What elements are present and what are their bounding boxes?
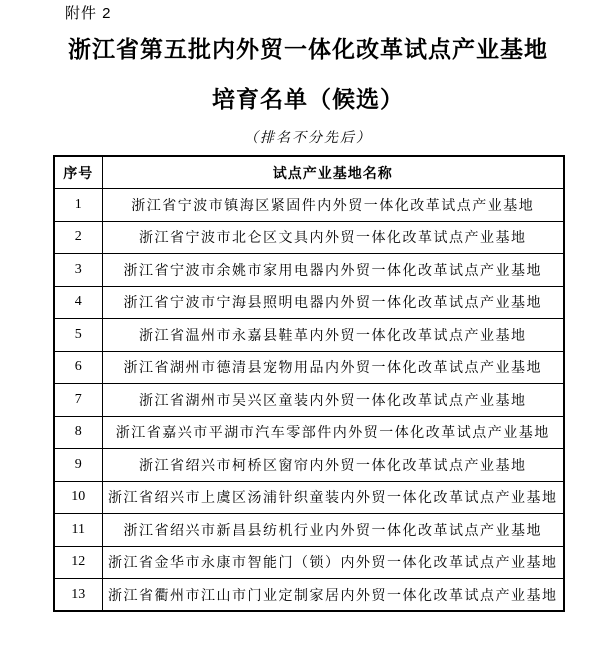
base-name-cell: 浙江省宁波市余姚市家用电器内外贸一体化改革试点产业基地 xyxy=(102,254,564,287)
table-row xyxy=(54,416,564,449)
row-number-cell: 9 xyxy=(54,449,102,482)
document-title-line2: 培育名单（候选） xyxy=(212,87,404,112)
table-row xyxy=(54,286,564,319)
row-number-cell: 4 xyxy=(54,286,102,319)
table-row xyxy=(54,254,564,287)
table-row xyxy=(54,319,564,352)
column-header-base-name: 试点产业基地名称 xyxy=(102,156,564,189)
base-name-cell: 浙江省湖州市吴兴区童装内外贸一体化改革试点产业基地 xyxy=(102,384,564,417)
column-header-number: 序号 xyxy=(54,156,102,189)
row-number-cell: 2 xyxy=(54,221,102,254)
base-name-cell: 浙江省宁波市宁海县照明电器内外贸一体化改革试点产业基地 xyxy=(102,286,564,319)
base-name-cell: 浙江省嘉兴市平湖市汽车零部件内外贸一体化改革试点产业基地 xyxy=(102,416,564,449)
base-name-cell: 浙江省温州市永嘉县鞋革内外贸一体化改革试点产业基地 xyxy=(102,319,564,352)
row-number-cell: 11 xyxy=(54,514,102,547)
row-number-cell: 3 xyxy=(54,254,102,287)
table-row xyxy=(54,384,564,417)
table-row xyxy=(54,449,564,482)
table-row xyxy=(54,221,564,254)
table-row xyxy=(54,189,564,222)
table-row xyxy=(54,351,564,384)
base-name-cell: 浙江省绍兴市上虞区汤浦针织童装内外贸一体化改革试点产业基地 xyxy=(102,481,564,514)
base-name-cell: 浙江省湖州市德清县宠物用品内外贸一体化改革试点产业基地 xyxy=(102,351,564,384)
table-header-row xyxy=(54,156,564,189)
row-number-cell: 7 xyxy=(54,384,102,417)
table-row xyxy=(54,579,564,612)
row-number-cell: 10 xyxy=(54,481,102,514)
row-number-cell: 13 xyxy=(54,579,102,612)
row-number-cell: 8 xyxy=(54,416,102,449)
table-body xyxy=(54,189,564,612)
table-header xyxy=(54,156,564,189)
base-name-cell: 浙江省宁波市镇海区紧固件内外贸一体化改革试点产业基地 xyxy=(102,189,564,222)
base-name-cell: 浙江省衢州市江山市门业定制家居内外贸一体化改革试点产业基地 xyxy=(102,579,564,612)
base-name-cell: 浙江省宁波市北仑区文具内外贸一体化改革试点产业基地 xyxy=(102,221,564,254)
base-name-cell: 浙江省绍兴市柯桥区窗帘内外贸一体化改革试点产业基地 xyxy=(102,449,564,482)
table-row xyxy=(54,546,564,579)
table-row xyxy=(54,514,564,547)
row-number-cell: 5 xyxy=(54,319,102,352)
row-number-cell: 1 xyxy=(54,189,102,222)
ranking-note: （排名不分先后） xyxy=(244,131,372,146)
pilot-base-table xyxy=(53,155,565,612)
base-name-cell: 浙江省绍兴市新昌县纺机行业内外贸一体化改革试点产业基地 xyxy=(102,514,564,547)
row-number-cell: 12 xyxy=(54,546,102,579)
row-number-cell: 6 xyxy=(54,351,102,384)
base-name-cell: 浙江省金华市永康市智能门（锁）内外贸一体化改革试点产业基地 xyxy=(102,546,564,579)
attachment-label: 附件 2 xyxy=(65,5,112,22)
document-title-line1: 浙江省第五批内外贸一体化改革试点产业基地 xyxy=(68,37,548,62)
table-row xyxy=(54,481,564,514)
